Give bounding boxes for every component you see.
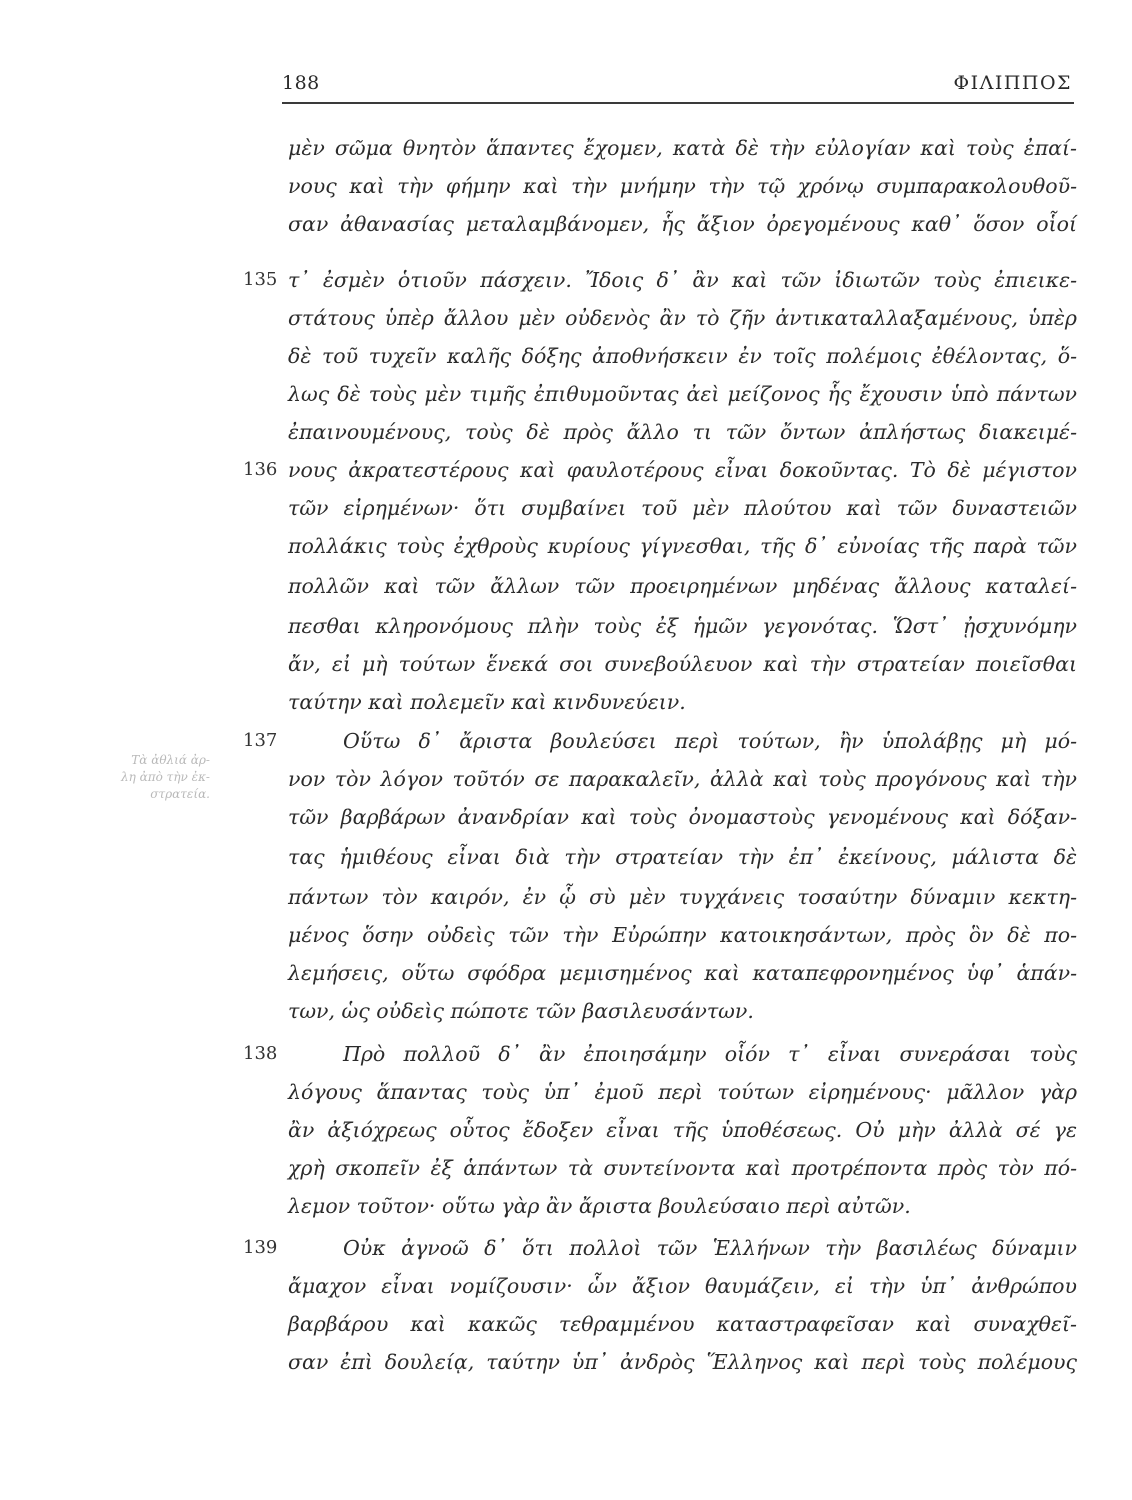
text-line: πάντων τὸν καιρόν, ἐν ᾧ σὺ μὲν τυγχάνεις τοσαύτην δύναμιν κεκτη- [288,885,1077,909]
text-line: Πρὸ πολλοῦ δ᾽ ἂν ἐποιησάμην οἷόν τ᾽ εἶναι συνεράσαι τοὺς [343,1042,1077,1066]
margin-note [62,752,210,803]
text-line: λεμον τοῦτον· οὕτω γὰρ ἂν ἄριστα βουλεύσαιο περὶ αὐτῶν. [288,1194,911,1218]
text-line: Οὐκ ἀγνοῶ δ᾽ ὅτι πολλοὶ τῶν Ἑλλήνων τὴν βασιλέως δύναμιν [343,1236,1077,1260]
text-line: λως δὲ τοὺς μὲν τιμῆς ἐπιθυμοῦντας ἀεὶ μείζονος ἧς ἔχουσιν ὑπὸ πάντων [288,382,1077,406]
text-line: νον τὸν λόγον τοῦτόν σε παρακαλεῖν, ἀλλὰ καὶ τοὺς προγόνους καὶ τὴν [288,767,1077,791]
text-line: πολλῶν καὶ τῶν ἄλλων τῶν προειρημένων μηδένας ἄλλους καταλεί- [288,574,1077,598]
text-line: ἂν ἀξιόχρεως οὗτος ἔδοξεν εἶναι τῆς ὑποθέσεως. Οὐ μὴν ἀλλὰ σέ γε [288,1118,1077,1142]
section-number: 135 [243,269,278,290]
section-number: 138 [243,1043,278,1064]
section-number: 139 [243,1237,278,1258]
margin-note-line: στρατεία. [150,787,210,801]
section-number: 136 [243,459,278,480]
page-number: 188 [282,72,320,94]
margin-note-line: λη ἀπὸ τὴν ἐκ- [121,770,210,784]
text-line: τ᾽ ἐσμὲν ὁτιοῦν πάσχειν. Ἴδοις δ᾽ ἂν καὶ τῶν ἰδιωτῶν τοὺς ἐπιεικε- [288,268,1077,292]
text-line: ἐπαινουμένους, τοὺς δὲ πρὸς ἄλλο τι τῶν ὄντων ἀπλήστως διακειμέ- [288,420,1077,444]
text-line: μὲν σῶμα θνητὸν ἅπαντες ἔχομεν, κατὰ δὲ τὴν εὐλογίαν καὶ τοὺς ἐπαί- [288,136,1077,160]
text-line: των, ὡς οὐδεὶς πώποτε τῶν βασιλευσάντων. [288,999,754,1023]
text-line: σαν ἀθανασίας μεταλαμβάνομεν, ἧς ἄξιον ὀρεγομένους καθ᾽ ὅσον οἷοί [288,212,1077,236]
text-line: ἄμαχον εἶναι νομίζουσιν· ὧν ἄξιον θαυμάζειν, εἰ τὴν ὑπ᾽ ἀνθρώπου [288,1274,1077,1298]
margin-note-line: Τὰ ἀθλιά ἀρ- [131,753,210,767]
text-line: λεμήσεις, οὕτω σφόδρα μεμισημένος καὶ καταπεφρονημένος ὑφ᾽ ἁπάν- [288,961,1077,985]
text-line: πολλάκις τοὺς ἐχθροὺς κυρίους γίγνεσθαι, τῆς δ᾽ εὐνοίας τῆς παρὰ τῶν [288,534,1077,558]
text-line: Οὕτω δ᾽ ἄριστα βουλεύσει περὶ τούτων, ἢν ὑπολάβῃς μὴ μό- [343,729,1077,753]
page-header [282,68,1074,104]
running-head: ΦΙΛΙΠΠΟΣ [953,72,1072,94]
text-line: πεσθαι κληρονόμους πλὴν τοὺς ἐξ ἡμῶν γεγονότας. Ὥστ᾽ ᾐσχυνόμην [288,614,1077,638]
text-line: ταύτην καὶ πολεμεῖν καὶ κινδυνεύειν. [288,690,686,714]
section-number: 137 [243,730,278,751]
text-line: δὲ τοῦ τυχεῖν καλῆς δόξης ἀποθνήσκειν ἐν τοῖς πολέμοις ἐθέλοντας, ὅ- [288,344,1077,368]
text-line: μένος ὅσην οὐδεὶς τῶν τὴν Εὐρώπην κατοικησάντων, πρὸς ὃν δὲ πο- [288,923,1077,947]
text-line: σαν ἐπὶ δουλείᾳ, ταύτην ὑπ᾽ ἀνδρὸς Ἕλληνος καὶ περὶ τοὺς πολέμους [288,1350,1077,1374]
text-line: λόγους ἅπαντας τοὺς ὑπ᾽ ἐμοῦ περὶ τούτων εἰρημένους· μᾶλλον γὰρ [288,1080,1077,1104]
text-line: τῶν βαρβάρων ἀνανδρίαν καὶ τοὺς ὀνομαστοὺς γενομένους καὶ δόξαν- [288,805,1077,829]
text-line: χρὴ σκοπεῖν ἐξ ἁπάντων τὰ συντείνοντα καὶ προτρέποντα πρὸς τὸν πό- [288,1156,1077,1180]
text-line: νους ἀκρατεστέρους καὶ φαυλοτέρους εἶναι δοκοῦντας. Τὸ δὲ μέγιστον [288,458,1077,482]
text-line: βαρβάρου καὶ κακῶς τεθραμμένου καταστραφεῖσαν καὶ συναχθεῖ- [288,1312,1077,1336]
text-line: τας ἡμιθέους εἶναι διὰ τὴν στρατείαν τὴν ἐπ᾽ ἐκείνους, μάλιστα δὲ [288,845,1077,869]
text-line: τῶν εἰρημένων· ὅτι συμβαίνει τοῦ μὲν πλούτου καὶ τῶν δυναστειῶν [288,496,1077,520]
text-line: ἄν, εἰ μὴ τούτων ἕνεκά σοι συνεβούλευον καὶ τὴν στρατείαν ποιεῖσθαι [288,652,1077,676]
text-line: νους καὶ τὴν φήμην καὶ τὴν μνήμην τὴν τῷ χρόνῳ συμπαρακολουθοῦ- [288,174,1077,198]
text-line: στάτους ὑπὲρ ἄλλου μὲν οὐδενὸς ἂν τὸ ζῆν ἀντικαταλλαξαμένους, ὑπὲρ [288,306,1077,330]
